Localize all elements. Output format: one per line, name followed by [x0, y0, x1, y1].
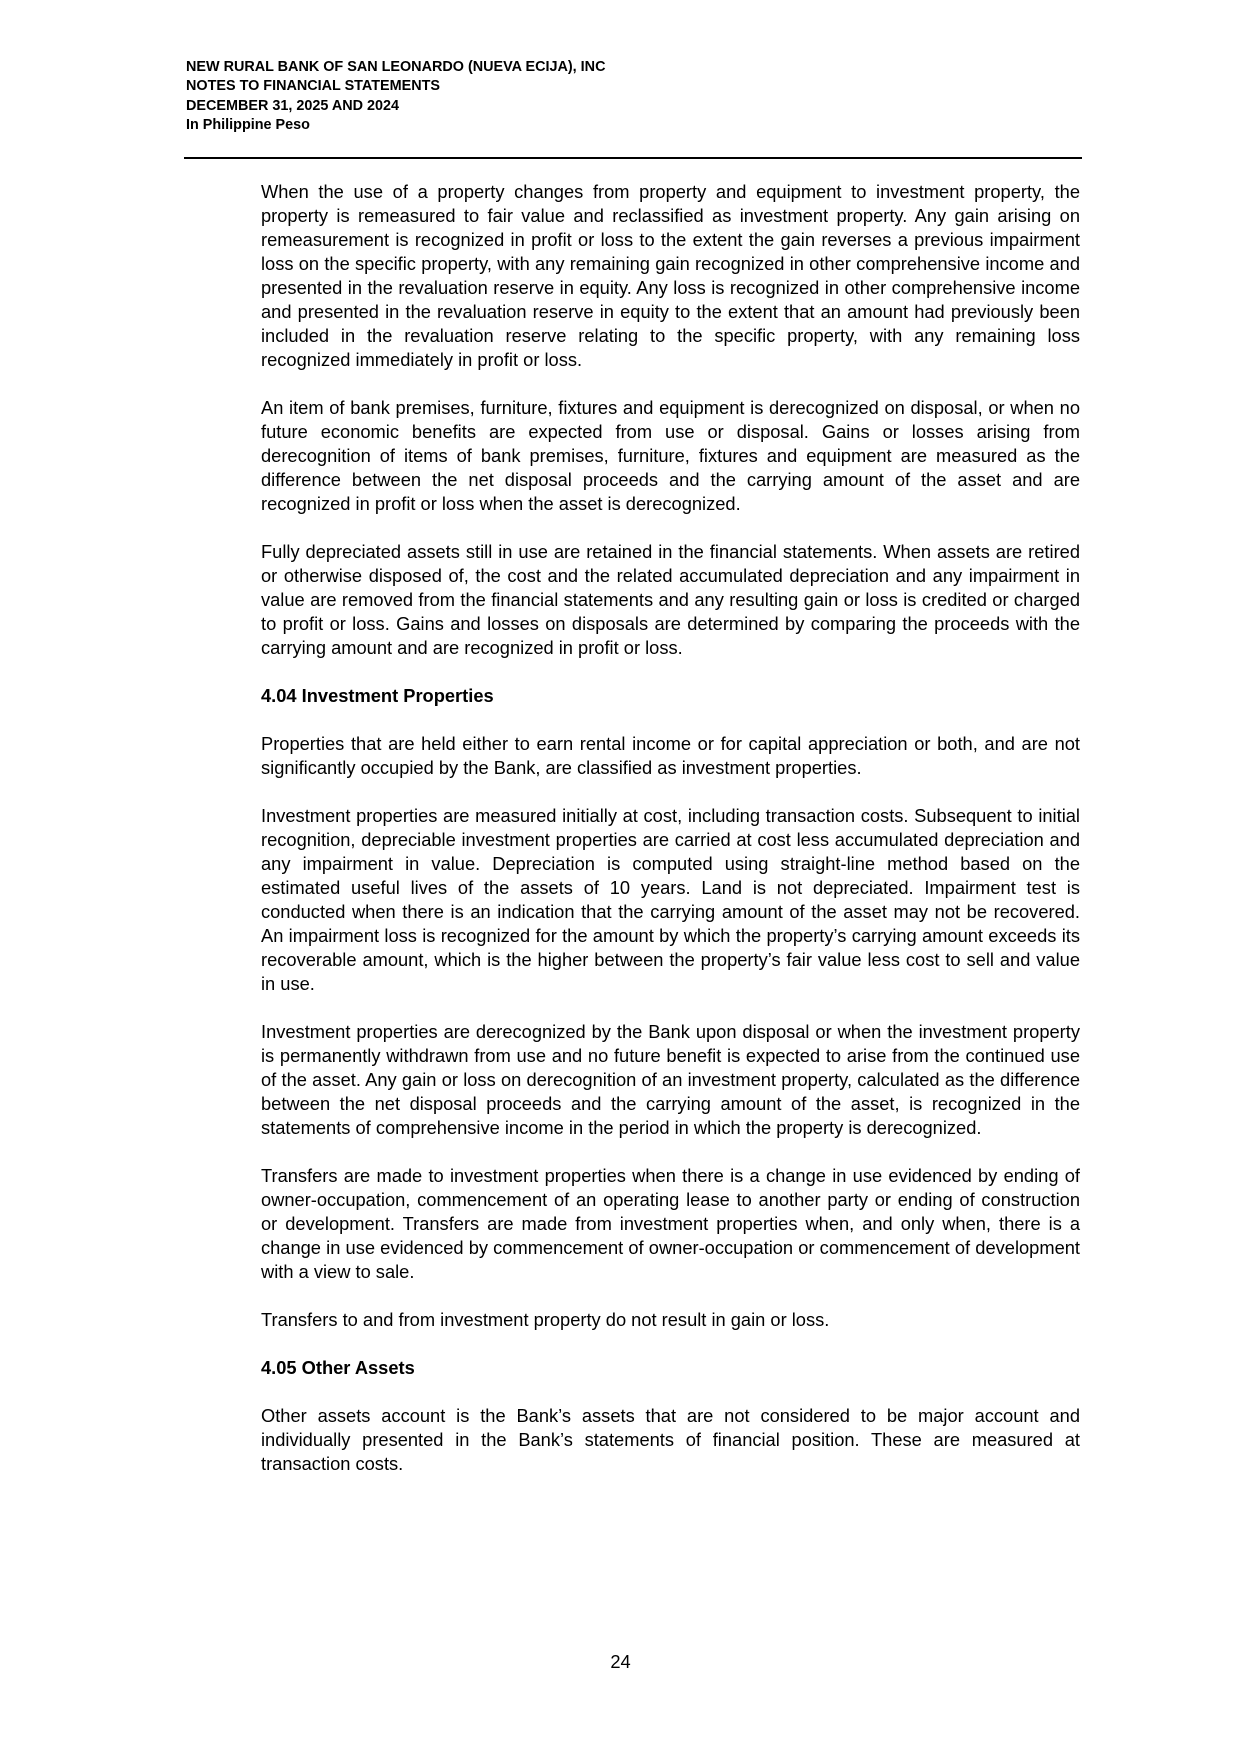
paragraph-other-assets: Other assets account is the Bank’s assets that are not considered to be major account and individually presented in the Bank’s statements of financial position. These are measured at transaction costs.	[261, 1405, 1080, 1474]
statement-title: NOTES TO FINANCIAL STATEMENTS	[186, 78, 440, 95]
paragraph-investment-properties-definition: Properties that are held either to earn rental income or for capital appreciation or both, and are not significantly occupied by the Bank, are classified as investment properties.	[261, 733, 1080, 778]
section-heading-other-assets: 4.05 Other Assets	[261, 1357, 415, 1378]
section-heading-investment-properties: 4.04 Investment Properties	[261, 685, 494, 706]
company-name: NEW RURAL BANK OF SAN LEONARDO (NUEVA ECIJA), INC	[186, 59, 606, 75]
paragraph-derecognition: An item of bank premises, furniture, fixtures and equipment is derecognized on disposal, or when no future economic benefits are expected from use or disposal. Gains or losses arising from derecognition of items of bank premises, furniture, fixtures and equipment are measured as the difference between the net disposal proceeds and the carrying amount of the asset and are recognized in profit or loss when the asset is derecognized.	[261, 397, 1080, 514]
statement-period: DECEMBER 31, 2025 AND 2024	[186, 97, 400, 114]
paragraph-investment-properties-transfers: Transfers are made to investment properties when there is a change in use evidenced by ending of owner-occupation, commencement of an operating lease to another party or ending of construction or development. Transfers are made from investment properties when, and only when, there is a change in use evidenced by commencement of owner-occupation or commencement of development with a view to sale.	[261, 1165, 1080, 1282]
header-divider	[184, 157, 1082, 159]
paragraph-investment-properties-derecognition: Investment properties are derecognized by the Bank upon disposal or when the investment property is permanently withdrawn from use and no future benefit is expected to arise from the continued use of the asset. Any gain or loss on derecognition of an investment property, calculated as the difference between the net disposal proceeds and the carrying amount of the asset, is recognized in the statements of comprehensive income in the period in which the property is derecognized.	[261, 1021, 1080, 1138]
paragraph-investment-properties-measurement: Investment properties are measured initially at cost, including transaction costs. Subsequent to initial recognition, depreciable investment properties are carried at cost less accumulated depreciation and any impairment in value. Depreciation is computed using straight-line method based on the estimated useful lives of the assets of 10 years. Land is not depreciated. Impairment test is conducted when there is an indication that the carrying amount of the asset may not be recovered. An impairment loss is recognized for the amount by which the property’s carrying amount exceeds its recoverable amount, which is the higher between the property’s fair value less cost to sell and value in use.	[261, 805, 1080, 994]
document-body	[261, 180, 1080, 1476]
page-number: 24	[610, 1651, 631, 1672]
paragraph-transfers-no-gain-loss: Transfers to and from investment property do not result in gain or loss.	[261, 1309, 830, 1330]
paragraph-property-reclassification: When the use of a property changes from property and equipment to investment property, the property is remeasured to fair value and reclassified as investment property. Any gain arising on remeasurement is recognized in profit or loss to the extent the gain reverses a previous impairment loss on the specific property, with any remaining gain recognized in other comprehensive income and presented in the revaluation reserve in equity. Any loss is recognized in other comprehensive income and presented in the revaluation reserve in equity to the extent that an amount had previously been included in the revaluation reserve relating to the specific property, with any remaining loss recognized immediately in profit or loss.	[261, 181, 1080, 370]
document-header	[186, 58, 1086, 136]
currency-note: In Philippine Peso	[186, 117, 310, 134]
paragraph-fully-depreciated-assets: Fully depreciated assets still in use are retained in the financial statements. When assets are retired or otherwise disposed of, the cost and the related accumulated depreciation and any impairment in value are removed from the financial statements and any resulting gain or loss is credited or charged to profit or loss. Gains and losses on disposals are determined by comparing the proceeds with the carrying amount and are recognized in profit or loss.	[261, 541, 1080, 658]
